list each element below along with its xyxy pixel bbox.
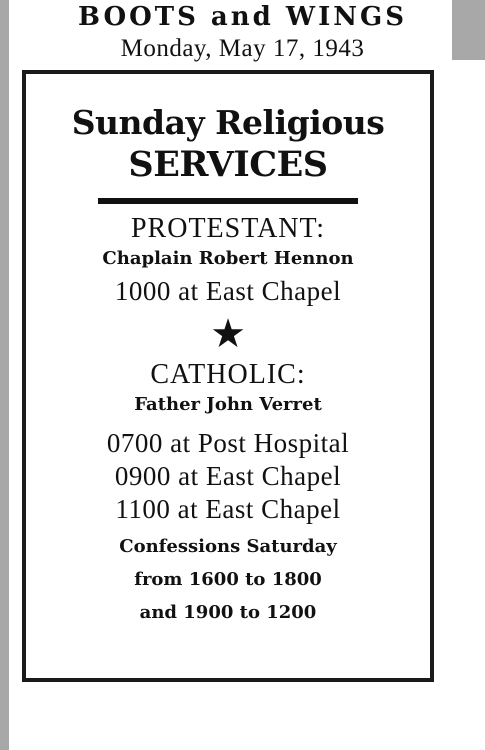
protestant-service-time: 1000 at East Chapel xyxy=(114,276,342,306)
protestant-heading: PROTESTANT: xyxy=(130,213,326,244)
confessions-line: from 1600 to 1800 xyxy=(134,569,322,590)
star-icon: ★ xyxy=(210,311,246,357)
protestant-minister: Chaplain Robert Hennon xyxy=(102,248,354,269)
publication-title: BOOTS and WINGS xyxy=(77,2,408,32)
catholic-service-time: 1100 at East Chapel xyxy=(115,494,341,524)
confessions-line: and 1900 to 1200 xyxy=(139,602,317,623)
headline-line-2: SERVICES xyxy=(128,144,328,185)
scan-edge-left xyxy=(0,0,9,750)
catholic-heading: CATHOLIC: xyxy=(150,359,306,390)
issue-date: Monday, May 17, 1943 xyxy=(120,35,365,62)
headline-line-1: Sunday Religious xyxy=(71,103,385,142)
catholic-service-time: 0900 at East Chapel xyxy=(114,461,342,491)
catholic-service-time: 0700 at Post Hospital xyxy=(106,428,350,458)
masthead xyxy=(30,0,455,64)
catholic-minister: Father John Verret xyxy=(134,394,322,415)
headline-rule xyxy=(98,198,358,204)
confessions-line: Confessions Saturday xyxy=(119,536,337,557)
scan-edge-right xyxy=(452,0,485,60)
services-advertisement xyxy=(22,70,434,682)
